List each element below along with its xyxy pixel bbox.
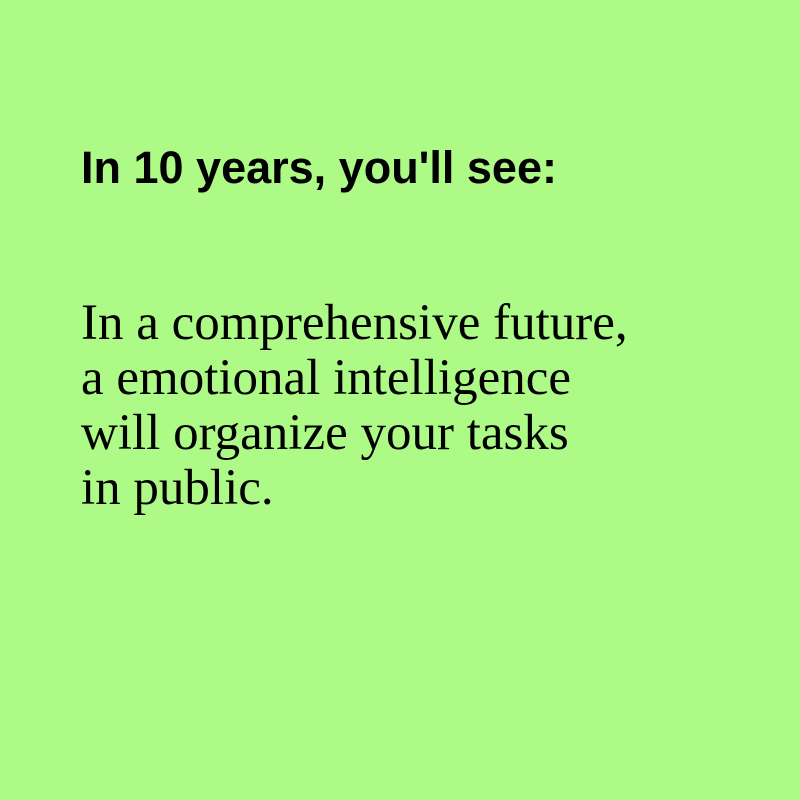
body-line: will organize your tasks xyxy=(81,405,569,461)
card-heading: In 10 years, you'll see: xyxy=(81,142,557,193)
card-body xyxy=(81,296,628,516)
body-line: In a comprehensive future, xyxy=(81,295,628,351)
body-line: a emotional intelligence xyxy=(81,350,571,406)
body-line: in public. xyxy=(81,460,274,516)
